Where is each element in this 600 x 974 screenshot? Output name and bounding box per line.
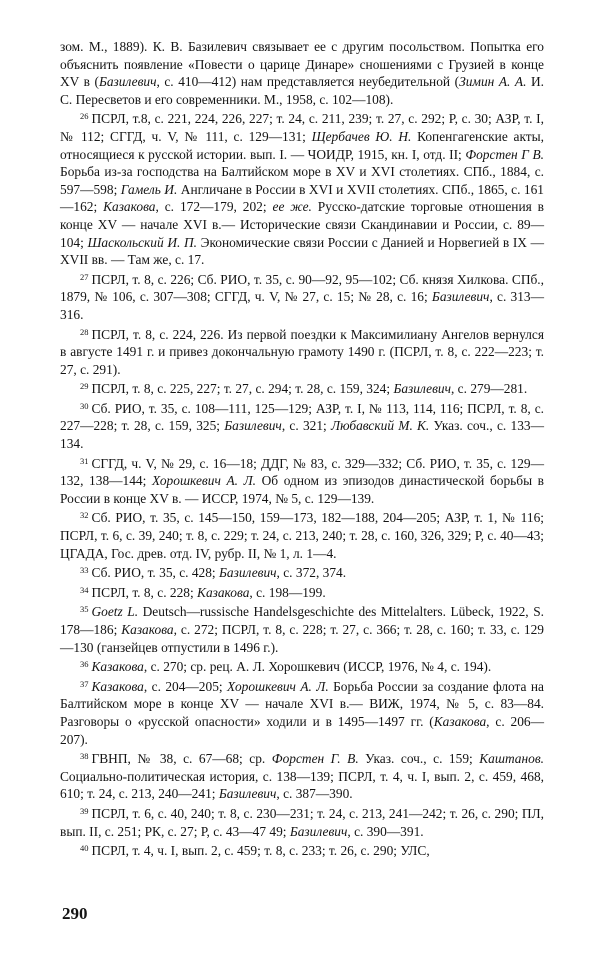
footnote-text: Сб. РИО, т. 35, с. 108—111, 125—129; АЗР, т. I, № 113, 114, 116; ПСРЛ, т. 8, с. 227—228; т. 28, с. 159, 325; bbox=[60, 400, 544, 434]
author-name: Goetz L. bbox=[91, 604, 139, 620]
footnote-27 bbox=[60, 269, 544, 324]
footnote-text: Борьба из-за господства на Балтийском море в XV и XVI столетиях. СПб., 1884, с. 597—598; bbox=[60, 164, 544, 197]
footnote-number: 31 bbox=[80, 455, 89, 466]
footnote-text: , с. 272; ПСРЛ, т. 8, с. 228; т. 27, с. 366; т. 28, с. 160; т. 33, с. 129—130 (ганзейцев отпустили в 1496 г.). bbox=[60, 622, 545, 655]
footnote-38 bbox=[60, 748, 544, 803]
author-name: Форстен Г В. bbox=[465, 146, 544, 162]
footnote-number: 35 bbox=[80, 604, 89, 615]
footnote-text: Социально-политическая история, с. 138—139; ПСРЛ, т. 4, ч. I, вып. 2, с. 459, 468, 610; т. 24, с. 213, 240—241; bbox=[60, 768, 544, 802]
footnote-26 bbox=[60, 108, 544, 268]
footnote-text: Указ. соч., с. 133—134. bbox=[60, 418, 544, 452]
footnote-text: , с. 390—391. bbox=[347, 823, 424, 839]
author-name: Базилевич bbox=[98, 74, 157, 90]
footnote-35 bbox=[60, 601, 544, 656]
footnote-text: Копенгагенские акты, относящиеся к русской истории. вып. I. — ЧОИДР, 1915, кн. I, отд. II; bbox=[60, 128, 544, 162]
footnote-number: 32 bbox=[80, 510, 89, 521]
footnote-text: ПСРЛ, т. 8, с. 224, 226. Из первой поездки к Максимилиану Ангелов вернулся в августе 1491 г. и привез докончальную грамоту 1490 г. (ПСРЛ, т. 8, с. 222—223; т. 27, с. 291). bbox=[60, 326, 544, 377]
author-name: Каштанов. bbox=[479, 751, 544, 767]
footnote-28 bbox=[60, 324, 544, 379]
author-name: Казакова bbox=[91, 659, 144, 675]
author-name: Зимин А. А. bbox=[459, 74, 527, 90]
footnote-text: Сб. РИО, т. 35, с. 145—150, 159—173, 182—188, 204—205; АЗР, т. 1, № 116; ПСРЛ, т. 6, с. 39, 240; т. 8, с. 229; т. 24, с. 213, 240; т. 28, с. 160, 326, 329; Р, с. 40—43; ЦГАДА, Гос. древ. отд. IV, рубр. II, № 1, л. 1—4. bbox=[60, 510, 544, 561]
footnote-37 bbox=[60, 676, 544, 748]
author-name: Казакова bbox=[197, 584, 250, 600]
footnote-text: , с. 172—179, 202; bbox=[155, 199, 273, 215]
footnote-text: СГГД, ч. V, № 29, с. 16—18; ДДГ, № 83, с. 329—332; Сб. РИО, т. 35, с. 129—132, 138—144; bbox=[60, 455, 544, 489]
footnote-text: ГВНП, № 38, с. 67—68; ср. bbox=[91, 751, 272, 767]
footnote-29 bbox=[60, 378, 544, 398]
author-name: Гамель И. bbox=[120, 181, 178, 197]
footnote-number: 37 bbox=[80, 678, 89, 689]
footnote-39 bbox=[60, 803, 544, 840]
footnote-number: 33 bbox=[80, 565, 89, 576]
footnote-text: ПСРЛ, т. 8, с. 225, 227; т. 27, с. 294; т. 28, с. 159, 324; bbox=[91, 381, 394, 397]
footnote-text: Борьба России за создание флота на Балтийском море в конце XV — начале XVI в.— ВИЖ, 1974, № 5, с. 83—84. Разговоры о «русской опасности» ходили и в 1495—1497 гг. ( bbox=[60, 678, 544, 729]
footnote-text: И. С. Пересветов и его современники. М., 1958, с. 102—108). bbox=[60, 74, 544, 107]
footnote-text: ПСРЛ, т. 4, ч. I, вып. 2, с. 459; т. 8, с. 233; т. 26, с. 290; УЛС, bbox=[91, 843, 430, 859]
footnote-40 bbox=[60, 840, 544, 860]
footnote-number: 34 bbox=[80, 584, 89, 595]
author-name: Базилевич bbox=[224, 418, 282, 434]
author-name: Форстен Г. В. bbox=[271, 751, 359, 767]
author-name: Базилевич bbox=[393, 381, 451, 397]
footnote-text: Экономические связи России с Данией и Норвегией в IX — XVII вв. — Там же, с. 17. bbox=[60, 234, 544, 268]
footnote-30 bbox=[60, 398, 544, 453]
footnote-33 bbox=[60, 562, 544, 582]
author-name: Хорошкевич А. Л. bbox=[151, 473, 256, 489]
footnote-text: , с. 270; ср. рец. А. Л. Хорошкевич (ИССР, 1976, № 4, с. 194). bbox=[143, 659, 492, 675]
footnote-number: 28 bbox=[80, 326, 89, 337]
author-name: Казакова bbox=[103, 199, 156, 215]
footnote-text: ПСРЛ, т. 8, с. 228; bbox=[91, 584, 198, 600]
footnote-number: 26 bbox=[80, 111, 89, 122]
author-name: Любавский М. К. bbox=[331, 418, 430, 434]
footnote-continuation bbox=[60, 38, 544, 108]
footnote-number: 40 bbox=[80, 843, 89, 854]
footnote-number: 39 bbox=[80, 805, 89, 816]
footnote-text: ПСРЛ, т. 6, с. 40, 240; т. 8, с. 230—231; т. 24, с. 213, 241—242; т. 26, с. 290; ПЛ, вып. II, с. 251; РК, с. 27; Р, с. 43—47 49; bbox=[60, 805, 544, 839]
footnotes-text bbox=[60, 38, 544, 860]
footnote-text: , с. 410—412) нам представляется неубедительной ( bbox=[156, 74, 460, 90]
author-name: Базилевич bbox=[218, 786, 277, 802]
author-name: Казакова bbox=[121, 622, 174, 637]
page-number: 290 bbox=[62, 904, 88, 923]
author-name: Хорошкевич А. Л. bbox=[227, 678, 329, 694]
footnote-text: , с. 198—199. bbox=[249, 584, 326, 600]
footnote-text: Об одном из эпизодов династической борьбы в России в конце XV в. — ИССР, 1974, № 5, с. 129—139. bbox=[60, 473, 544, 506]
footnote-text: Указ. соч., с. 159; bbox=[358, 751, 480, 767]
footnote-text: Англичане в России в XVI и XVII столетиях. СПб., 1865, с. 161—162; bbox=[60, 181, 544, 215]
author-name: Щербачев Ю. Н. bbox=[311, 128, 412, 144]
footnote-text: , с. 279—281. bbox=[450, 381, 528, 397]
footnote-text: ПСРЛ, т.8, с. 221, 224, 226, 227; т. 24, с. 211, 239; т. 27, с. 292; Р, с. 30; АЗР, т. I, № 112; СГГД, ч. V, № 111, с. 129—131; bbox=[60, 111, 544, 144]
author-name: Базилевич bbox=[219, 565, 277, 581]
author-name: ее же. bbox=[272, 199, 312, 215]
footnote-32 bbox=[60, 507, 544, 562]
author-name: Казакова bbox=[433, 713, 487, 729]
footnote-number: 38 bbox=[80, 751, 89, 762]
footnote-text: , с. 313—316. bbox=[60, 289, 545, 322]
footnote-34 bbox=[60, 582, 544, 602]
footnote-text: , с. 204—205; bbox=[143, 678, 228, 694]
author-name: Казакова bbox=[91, 678, 144, 694]
author-name: Шаскольский И. П. bbox=[87, 234, 197, 250]
footnote-number: 36 bbox=[80, 659, 89, 670]
author-name: Базилевич bbox=[289, 823, 348, 839]
author-name: Базилевич bbox=[431, 289, 490, 305]
footnote-text: , с. 387—390. bbox=[276, 786, 353, 802]
footnote-text: , с. 321; bbox=[281, 418, 332, 434]
footnote-text: Сб. РИО, т. 35, с. 428; bbox=[91, 565, 220, 581]
footnote-text: зом. М., 1889). К. В. Базилевич связывает ее с другим посольством. Попытка его объяснить появление «Повести о царице Динаре» сношениями с Грузией в конце XV в ( bbox=[60, 39, 544, 90]
footnote-number: 27 bbox=[80, 271, 89, 282]
footnote-text: , с. 372, 374. bbox=[276, 565, 347, 581]
footnote-31 bbox=[60, 453, 544, 508]
footnote-text: , с. 206—207). bbox=[60, 713, 545, 747]
footnote-text: Deutsch—russische Handelsgeschichte des Mittelalters. Lübeck, 1922, S. 178—186; bbox=[60, 604, 544, 637]
footnote-36 bbox=[60, 656, 544, 676]
footnote-number: 29 bbox=[80, 381, 89, 392]
footnote-number: 30 bbox=[80, 400, 89, 411]
footnote-text: ПСРЛ, т. 8, с. 226; Сб. РИО, т. 35, с. 90—92, 95—102; Сб. князя Хилкова. СПб., 1879, № 106, с. 307—308; СГГД, ч. V, № 27, с. 15; № 28, с. 16; bbox=[60, 271, 544, 305]
footnote-text: Русско-датские торговые отношения в конце XV — начале XVI в.— Исторические связи Скандинавии и России, с. 89—104; bbox=[60, 199, 544, 250]
